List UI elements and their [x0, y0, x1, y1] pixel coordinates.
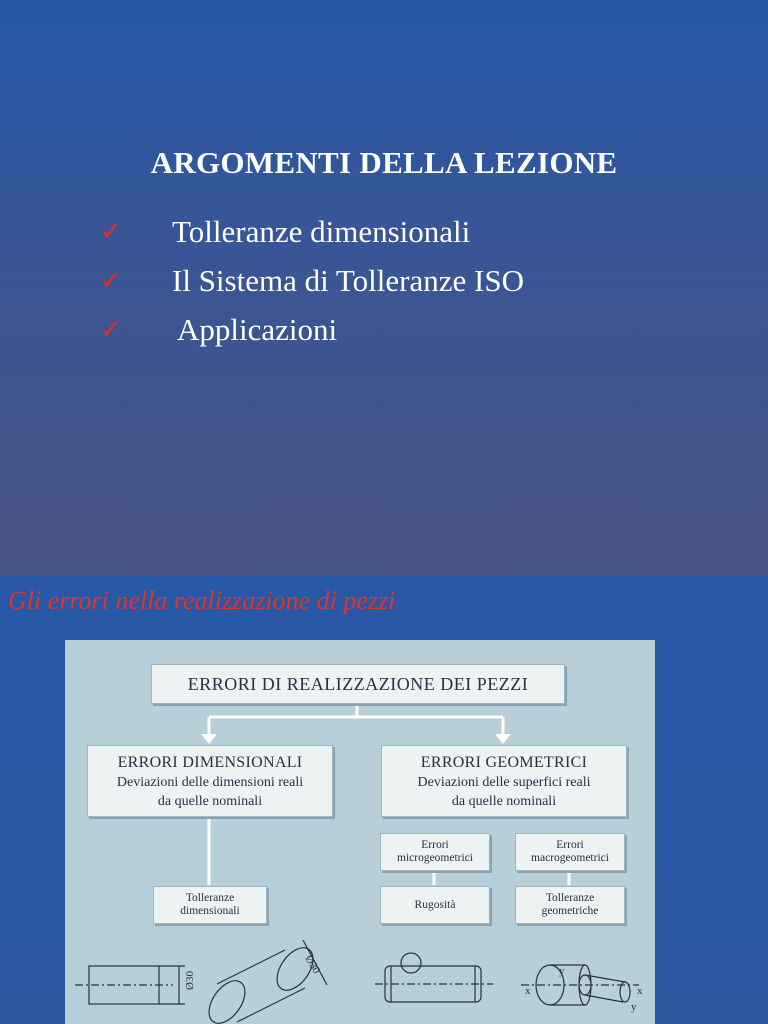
- box-roughness: [380, 886, 490, 924]
- box-line: Tolleranze: [185, 892, 235, 904]
- box-dimensional-tolerances: [153, 886, 267, 924]
- axis-label: x: [525, 985, 531, 997]
- box-line: dimensionali: [180, 905, 240, 917]
- box-geometric-errors: [381, 745, 627, 817]
- box-errors-root: ERRORI DI REALIZZAZIONE DEI PEZZI: [151, 664, 565, 704]
- box-macro-errors: [515, 833, 625, 871]
- box-line: macrogeometrici: [531, 852, 609, 864]
- checkmark-icon: ✓: [100, 315, 122, 345]
- bullet-item: [100, 212, 700, 252]
- bullet-text: Tolleranze dimensionali: [172, 214, 471, 249]
- axis-label: y: [559, 965, 565, 977]
- box-line: Tolleranze: [545, 892, 595, 904]
- box-line: Errori: [421, 839, 449, 851]
- dimension-label: Ø30: [302, 953, 323, 976]
- axis-label: y: [631, 1001, 637, 1013]
- bullet-item: [100, 261, 700, 301]
- bullet-text: Il Sistema di Tolleranze ISO: [172, 263, 524, 298]
- bullet-text: Applicazioni: [177, 312, 338, 347]
- box-line: Rugosità: [414, 898, 456, 911]
- axis-label: x: [637, 985, 643, 997]
- box-dimensional-errors: [87, 745, 333, 817]
- box-desc-line: Deviazioni delle dimensioni reali: [116, 775, 304, 790]
- box-title: ERRORI DIMENSIONALI: [117, 754, 303, 771]
- slide-title: ARGOMENTI DELLA LEZIONE: [150, 145, 618, 180]
- box-desc-line: da quelle nominali: [451, 794, 557, 809]
- box-desc-line: Deviazioni delle superfici reali: [417, 775, 591, 790]
- box-geometric-tolerances: [515, 886, 625, 924]
- bullet-item: [100, 310, 700, 350]
- box-title: ERRORI GEOMETRICI: [420, 754, 588, 771]
- box-desc-line: da quelle nominali: [157, 794, 263, 809]
- dimension-label: Ø30: [184, 971, 196, 990]
- box-line: geometriche: [541, 905, 599, 917]
- errors-diagram: [65, 640, 655, 1024]
- box-line: microgeometrici: [397, 852, 473, 864]
- checkmark-icon: ✓: [100, 266, 122, 296]
- checkmark-icon: ✓: [100, 217, 122, 247]
- box-micro-errors: [380, 833, 490, 871]
- slide-title: Gli errori nella realizzazione di pezzi: [8, 586, 396, 615]
- box-line: Errori: [556, 839, 584, 851]
